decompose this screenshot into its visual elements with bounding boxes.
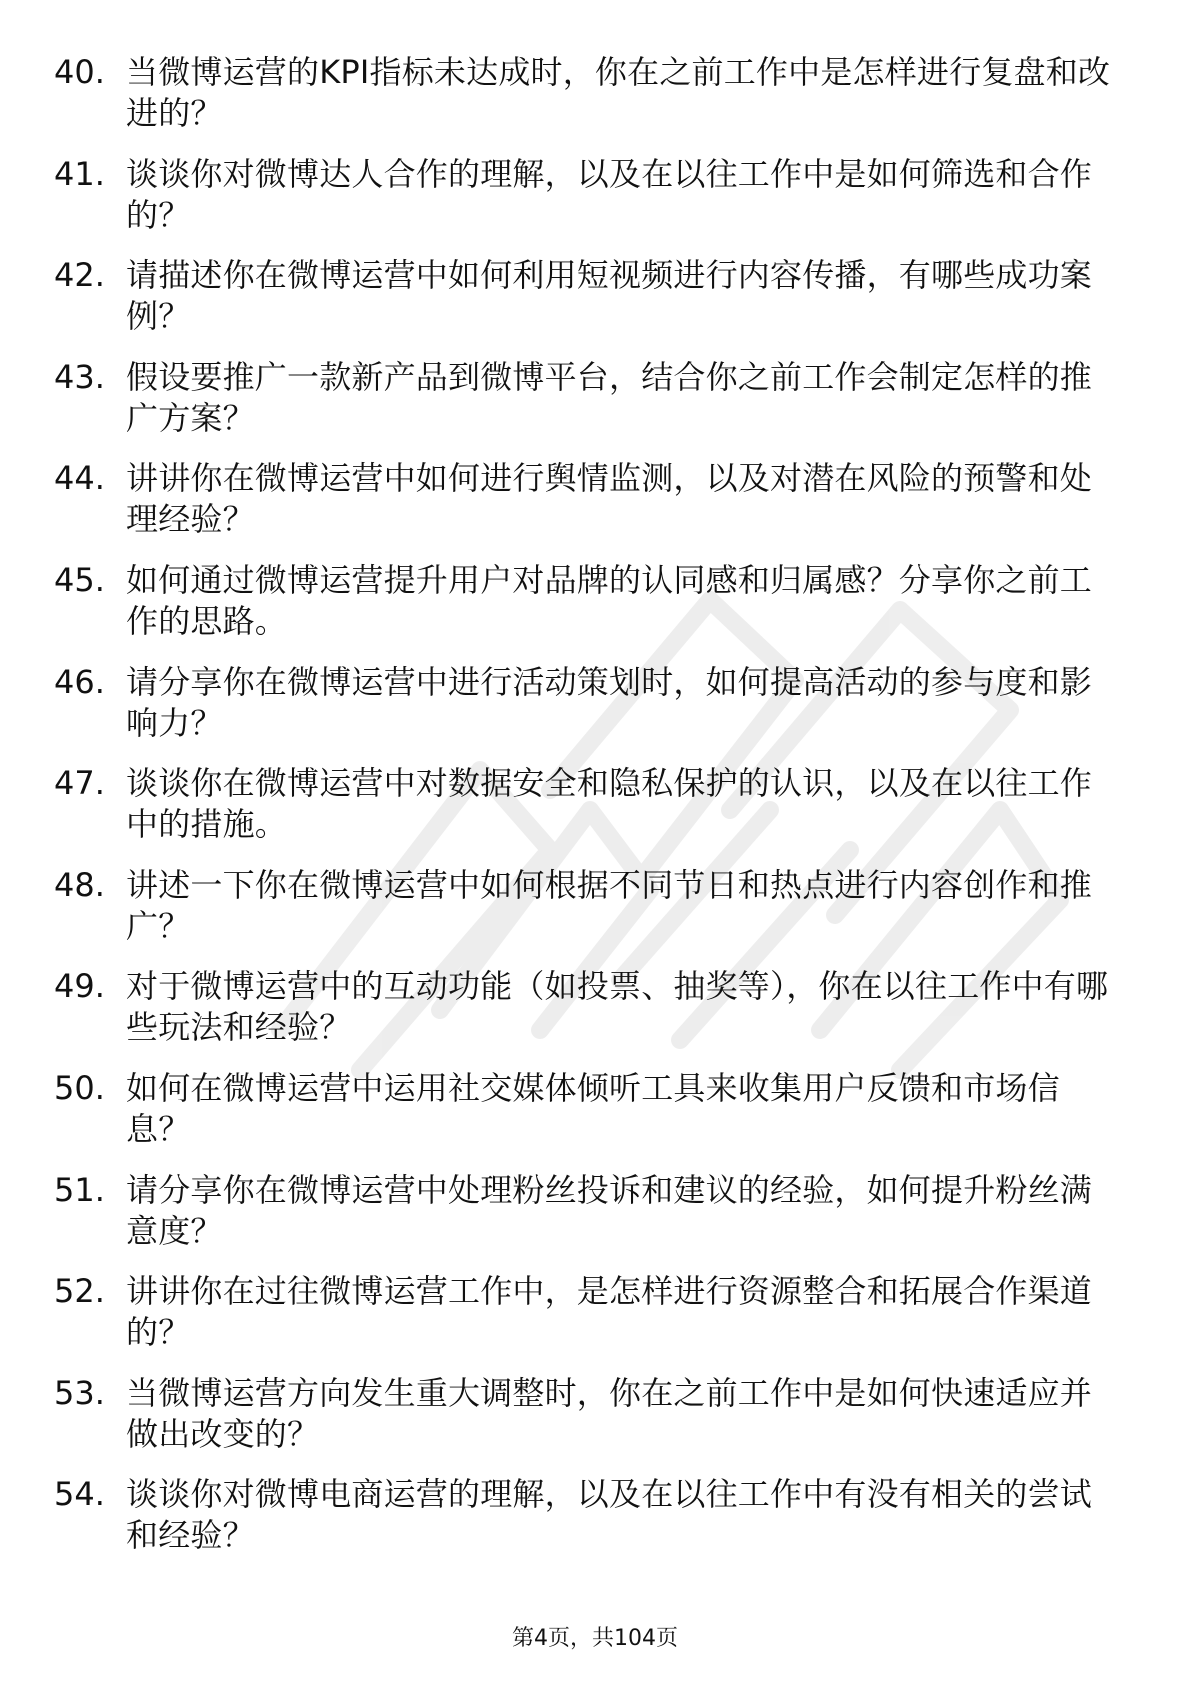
question-item: [54, 662, 1124, 764]
question-text: 当微博运营方向发生重大调整时，你在之前工作中是如何快速适应并做出改变的？: [126, 1373, 1093, 1453]
question-number: 43.: [54, 357, 105, 396]
question-number: 47.: [54, 764, 105, 803]
question-item: [54, 357, 1124, 459]
question-item: [54, 966, 1124, 1068]
question-item: [54, 255, 1124, 357]
question-item: [54, 52, 1124, 154]
question-item: [54, 1474, 1124, 1576]
question-number: 45.: [54, 560, 105, 599]
question-item: [54, 1068, 1124, 1170]
question-text: 请分享你在微博运营中进行活动策划时，如何提高活动的参与度和影响力？: [126, 662, 1093, 742]
question-text: 讲述一下你在微博运营中如何根据不同节日和热点进行内容创作和推广？: [126, 865, 1093, 945]
page-footer: 第4页，共104页: [512, 1626, 678, 1651]
question-number: 48.: [54, 865, 105, 904]
question-number: 44.: [54, 459, 105, 498]
question-number: 46.: [54, 662, 105, 701]
question-text: 谈谈你对微博达人合作的理解，以及在以往工作中是如何筛选和合作的？: [126, 154, 1093, 234]
question-item: [54, 154, 1124, 256]
question-item: [54, 458, 1124, 560]
question-item: [54, 1373, 1124, 1475]
question-text: 讲讲你在微博运营中如何进行舆情监测，以及对潜在风险的预警和处理经验？: [126, 459, 1093, 539]
question-item: [54, 1170, 1124, 1272]
question-number: 42.: [54, 256, 105, 295]
question-number: 53.: [54, 1373, 105, 1412]
question-text: 如何通过微博运营提升用户对品牌的认同感和归属感？分享你之前工作的思路。: [126, 560, 1093, 640]
question-number: 49.: [54, 967, 105, 1006]
question-list: [54, 52, 1124, 1576]
question-number: 52.: [54, 1272, 105, 1311]
question-text: 假设要推广一款新产品到微博平台，结合你之前工作会制定怎样的推广方案？: [126, 357, 1093, 437]
question-item: [54, 560, 1124, 662]
question-item: [54, 763, 1124, 865]
question-item: [54, 1271, 1124, 1373]
question-number: 51.: [54, 1170, 105, 1209]
question-item: [54, 865, 1124, 967]
question-text: 当微博运营的KPI指标未达成时，你在之前工作中是怎样进行复盘和改进的？: [126, 53, 1111, 132]
question-number: 50.: [54, 1068, 105, 1107]
question-number: 54.: [54, 1475, 105, 1514]
question-text: 讲讲你在过往微博运营工作中，是怎样进行资源整合和拓展合作渠道的？: [126, 1272, 1093, 1352]
question-text: 对于微博运营中的互动功能（如投票、抽奖等），你在以往工作中有哪些玩法和经验？: [126, 967, 1109, 1047]
question-number: 41.: [54, 154, 105, 193]
question-text: 谈谈你在微博运营中对数据安全和隐私保护的认识，以及在以往工作中的措施。: [126, 764, 1093, 844]
question-text: 请分享你在微博运营中处理粉丝投诉和建议的经验，如何提升粉丝满意度？: [126, 1170, 1093, 1250]
question-text: 如何在微博运营中运用社交媒体倾听工具来收集用户反馈和市场信息？: [126, 1068, 1060, 1148]
question-text: 请描述你在微博运营中如何利用短视频进行内容传播，有哪些成功案例？: [126, 256, 1093, 336]
question-number: 40.: [54, 53, 105, 91]
question-text: 谈谈你对微博电商运营的理解，以及在以往工作中有没有相关的尝试和经验？: [126, 1475, 1093, 1555]
